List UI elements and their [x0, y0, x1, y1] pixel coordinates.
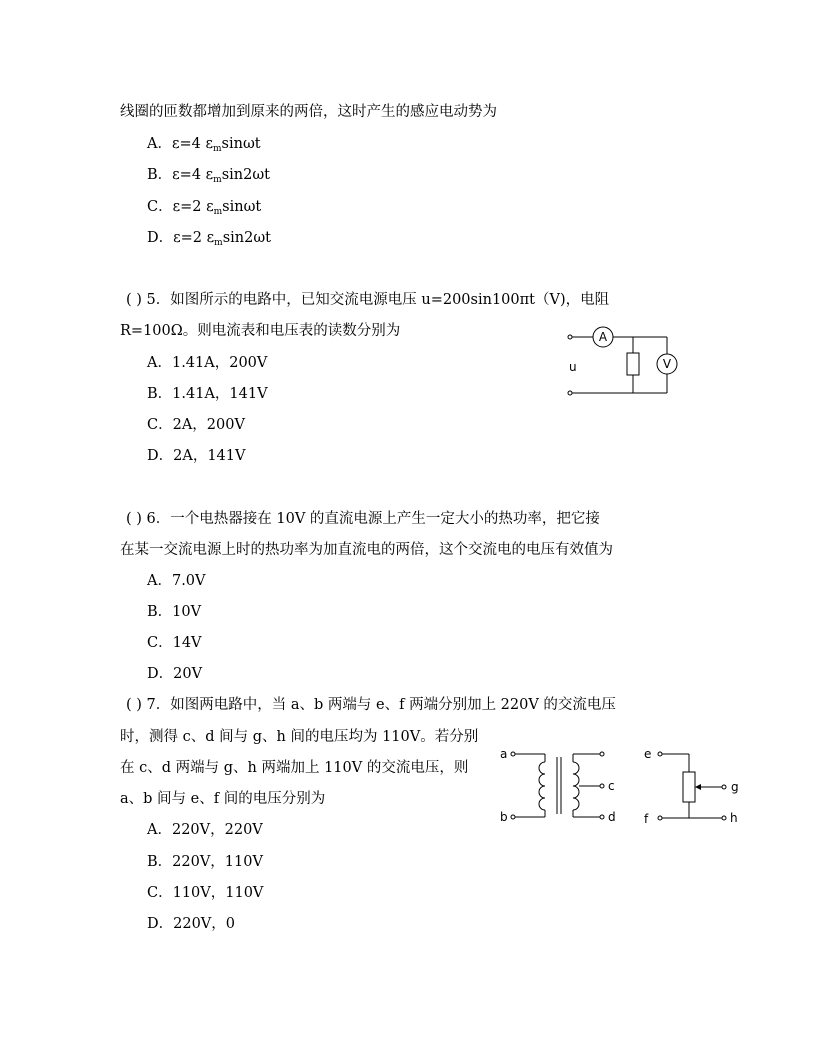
slider-arrow-icon [695, 784, 701, 790]
q6-option-b: B．10V [147, 604, 202, 620]
q6-option-c: C．14V [147, 635, 202, 651]
q7-option-b: B．220V，110V [147, 854, 263, 870]
source-label: u [569, 360, 577, 374]
q7-stem-line4: a、b 间与 e、f 间的电压分别为 [120, 791, 326, 807]
terminal-g: g [731, 780, 739, 794]
q5-stem-line1: ( ) 5．如图所示的电路中，已知交流电源电压 u=200sin100πt（V)，电阻 [126, 292, 610, 308]
terminal-b: b [500, 810, 508, 824]
q6-option-a: A．7.0V [147, 573, 206, 589]
q5-option-a: A．1.41A，200V [147, 355, 268, 371]
terminal-a: a [500, 747, 508, 761]
terminal-e: e [644, 747, 652, 761]
q5-option-d: D．2A，141V [147, 448, 246, 464]
q4-option-a: A．ε=4 $\varepsilon_m\sin\omega t$ [147, 136, 261, 154]
q4-option-d: D．ε=2 $\varepsilon_m\sin 2\omega t$ [147, 230, 271, 248]
terminal-d: d [608, 810, 616, 824]
voltmeter-label: V [662, 357, 672, 371]
q7-option-c: C．110V，110V [147, 885, 264, 901]
q6-stem-line1: ( ) 6．一个电热器接在 10V 的直流电源上产生一定大小的热功率，把它接 [126, 511, 600, 527]
terminal-h: h [730, 811, 738, 825]
q5-option-b: B．1.41A，141V [147, 386, 268, 402]
q5-stem-line2: R=100Ω。则电流表和电压表的读数分别为 [120, 323, 401, 339]
terminal-c: c [608, 779, 615, 793]
ammeter-label: A [598, 330, 608, 344]
q7-option-a: A．220V，220V [147, 822, 263, 838]
q7-transformer-diagram [498, 742, 628, 832]
q6-stem-line2: 在某一交流电源上时的热功率为加直流电的两倍，这个交流电的电压有效值为 [120, 542, 613, 558]
q7-stem-line1: ( ) 7．如图两电路中，当 a、b 两端与 e、f 两端分别加上 220V 的交流电压 [126, 697, 616, 713]
q7-option-d: D．220V，0 [147, 916, 235, 932]
q4-option-c: C．ε=2 $\varepsilon_m\sin\omega t$ [147, 199, 262, 217]
terminal-f: f [644, 812, 649, 826]
q4-option-b: B．ε=4 $\varepsilon_m\sin 2\omega t$ [147, 167, 271, 185]
q5-circuit-diagram [560, 320, 700, 400]
q4-stem-tail: 线圈的匝数都增加到原来的两倍，这时产生的感应电动势为 [120, 104, 497, 120]
q7-stem-line3: 在 c、d 两端与 g、h 两端加上 110V 的交流电压，则 [120, 760, 469, 776]
q7-rheostat-diagram [640, 742, 750, 832]
q7-stem-line2: 时，测得 c、d 间与 g、h 间的电压均为 110V。若分别 [120, 729, 479, 745]
q5-option-c: C．2A，200V [147, 417, 245, 433]
q6-option-d: D．20V [147, 666, 203, 682]
